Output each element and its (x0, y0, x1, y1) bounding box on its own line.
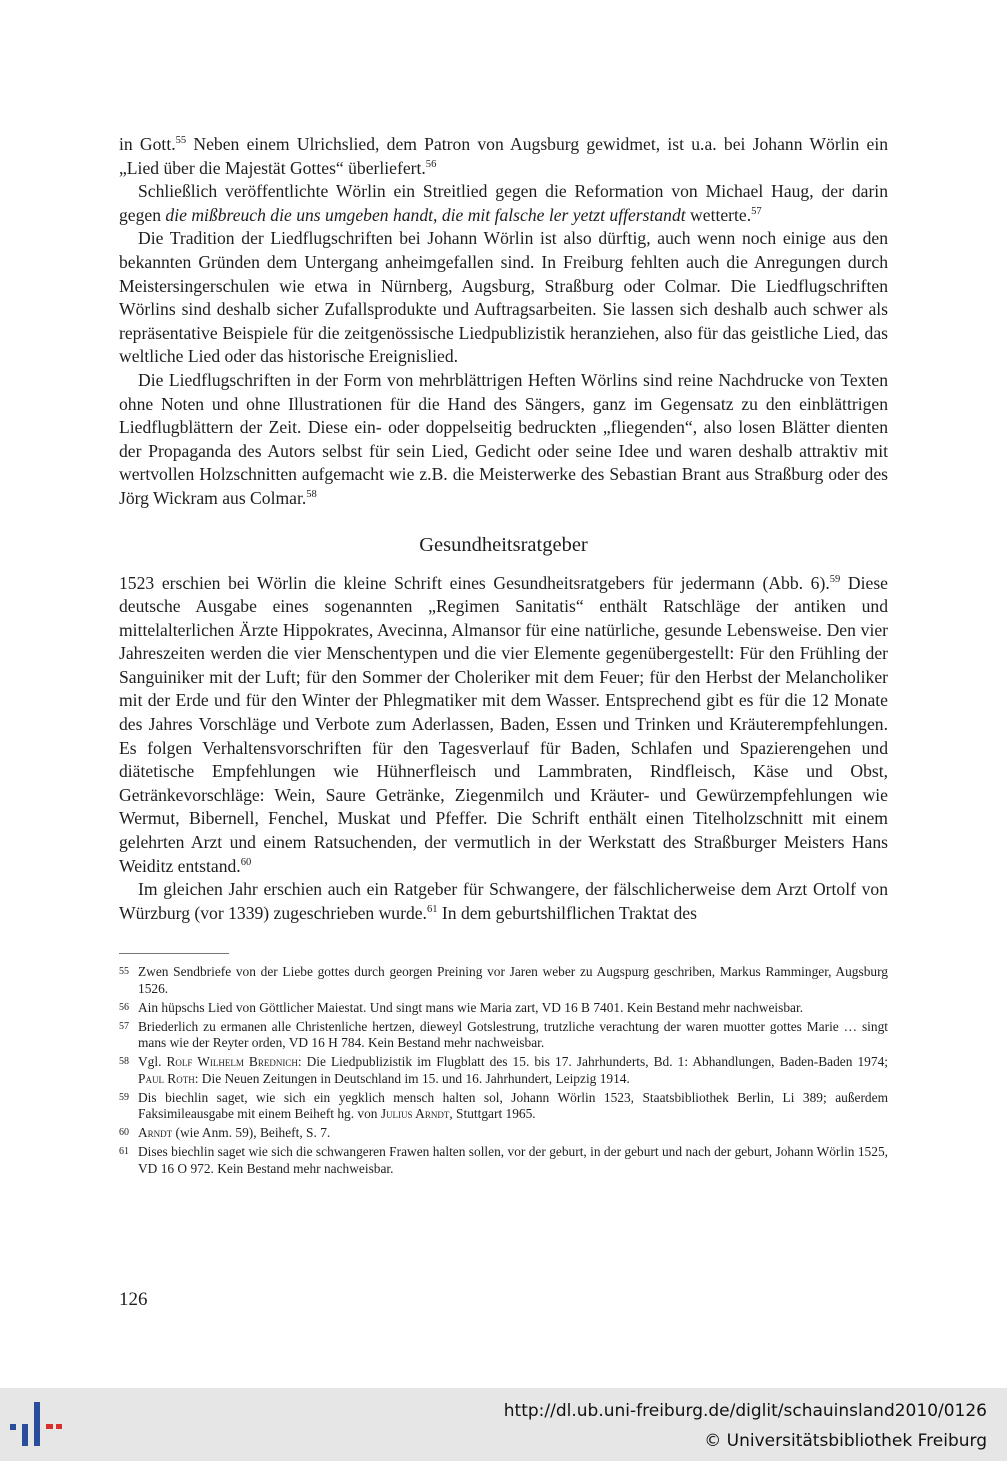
footnote-56: 56 Ain hüpschs Lied von Göttlicher Maiestat. Und singt mans wie Maria zart, VD 16 B 7401. Kein Bestand mehr nachweisbar. (119, 999, 804, 1015)
footnote-58: 58 Vgl. Rolf Wilhelm Brednich: Die Liedpublizistik im Flugblatt des 15. bis 17. Jahrhunderts, Bd. 1: Abhandlungen, Baden-Baden 1974; Paul Roth: Die Neuen Zeitungen in Deutschland im 15. und 16. Jahrhundert, Leipzig 1914. (119, 1054, 888, 1086)
section-heading: Gesundheitsratgeber (419, 533, 588, 556)
page-number: 126 (119, 1289, 148, 1310)
copyright-notice: © Universitätsbibliothek Freiburg (704, 1431, 987, 1451)
paragraph-6: Im gleichen Jahr erschien auch ein Ratgeber für Schwangere, der fälschlicherweise dem Arzt Ortolf von Würzburg (vor 1339) zugeschrieben wurde.$^{61}$ In dem geburtshilflichen Traktat des (119, 879, 888, 923)
footnote-divider (119, 953, 229, 954)
footer-bar (0, 1388, 1007, 1461)
logo-red-dash-1 (46, 1424, 53, 1429)
paragraph-4: Die Liedflugschriften in der Form von mehrblättrigen Heften Wörlins sind reine Nachdrucke von Texten ohne Noten und ohne Illustrationen für die Hand des Sängers, ganz im Gegensatz zu den einblättrigen Liedflugblättern der Zeit. Diese ein- oder doppelseitig bedruckten „fliegenden“, also losen Blätter dienten der Propaganda des Autors selbst für sein Lied, Gedicht oder seine Idee und waren deshalb attraktiv mit wertvollen Holzschnitten aufgemacht wie z.B. die Meisterwerke des Sebastian Brant aus Straßburg oder des Jörg Wickram aus Colmar.$^{58}$ (119, 369, 888, 508)
footnote-59: 59 Dis biechlin saget, wie sich ein yegklich mensch halten sol, Johann Wörlin 1523, Staatsbibliothek Berlin, Li 389; außerdem Faksimileausgabe mit einem Beiheft hg. von Julius Arndt, Stuttgart 1965. (119, 1089, 888, 1122)
footnote-55: 55 Zwen Sendbriefe von der Liebe gottes durch georgen Preining vor Jaren weber zu Augspurg geschriben, Markus Ramminger, Augsburg 1526. (119, 964, 888, 996)
logo-blue-stem (22, 1424, 28, 1446)
footnotes (119, 964, 888, 1176)
library-logo-icon (10, 1402, 62, 1448)
logo-blue-left (10, 1424, 16, 1430)
logo-red-dash-2 (56, 1424, 62, 1429)
footnote-60: 60 Arndt (wie Anm. 59), Beiheft, S. 7. (119, 1125, 331, 1141)
page-content (119, 133, 888, 1180)
footnote-57: 57 Briederlich zu ermanen alle Christenliche hertzen, dieweyl Gotslestrung, trutzliche verachtung der waren muotter gottes Marie … singt mans wie der Reyter orden, VD 16 H 784. Kein Bestand mehr nachweisbar. (119, 1019, 888, 1051)
paragraph-5: 1523 erschien bei Wörlin die kleine Schrift eines Gesundheitsratgebers für jedermann (Abb. 6).$^{59}$ Diese deutsche Ausgabe eines sogenannten „Regimen Sanitatis“ enthält Ratschläge der antiken und mittelalterlichen Ärzte Hippokrates, Avecinna, Almansor für eine natürliche, gesunde Lebensweise. Den vier Jahreszeiten werden die vier Menschentypen und die vier Elemente gegenübergestellt: Für den Frühling der Sanguiniker mit der Luft; für den Sommer der Choleriker mit dem Feuer; für den Herbst der Melancholiker mit der Erde und für den Winter der Phlegmatiker mit dem Wasser. Entsprechend gibt es für die 12 Monate des Jahres Vorschläge und Verbote zum Aderlassen, Baden, Essen und Trinken und Kräuterempfehlungen. Es folgen Verhaltensvorschriften für den Tagesverlauf für Baden, Schlafen und Spazierengehen und diätetische Empfehlungen wie Hühnerfleisch und Lammbraten, Rindfleisch, Käse und Obst, Getränkevorschläge: Wein, Saure Getränke, Ziegenmilch und Kräuter- und Gewürzempfehlungen wie Wermut, Bibernell, Fenchel, Muskat und Pfeffer. Die Schrift enthält einen Titelholzschnitt mit einem gelehrten Arzt und einem Ratsuchenden, der vermutlich in der Werkstatt des Straßburger Meisters Hans Weiditz entstand.$^{60}$ (119, 572, 888, 876)
paragraph-2: Schließlich veröffentlichte Wörlin ein Streitlied gegen die Reformation von Michael Haug, der darin gegen die mißbreuch die uns umgeben handt, die mit falsche ler yetzt ufferstandt wetterte.$^{57}$ (119, 181, 888, 225)
paragraph-3: Die Tradition der Liedflugschriften bei Johann Wörlin ist also dürftig, auch wenn noch einige aus den bekannten Gründen dem Untergang anheimgefallen sind. In Freiburg fehlten auch die Anregungen durch Meistersingerschulen wie etwa in Nürnberg, Augsburg, Straßburg oder Colmar. Die Liedflugschriften Wörlins sind deshalb sicher Zufallsprodukte und Auftragsarbeiten. Sie lassen sich deshalb auch schwer als repräsentative Beispiele für die zeitgenössische Liedpublizistik heranziehen, also für das geistliche Lied, das weltliche Lied oder das historische Ereignislied. (119, 228, 888, 367)
footnote-61: 61 Dises biechlin saget wie sich die schwangeren Frawen halten sollen, vor der geburt, in der geburt und nach der geburt, Johann Wörlin 1525, VD 16 O 972. Kein Bestand mehr nachweisbar. (119, 1144, 888, 1176)
logo-blue-tall (34, 1402, 40, 1446)
paragraph-1: in Gott.$^{55}$ Neben einem Ulrichslied, dem Patron von Augsburg gewidmet, ist u.a. bei Johann Wörlin ein „Lied über die Majestät Gottes“ überliefert.$^{56}$ (119, 134, 889, 178)
document-url-link[interactable]: http://dl.ub.uni-freiburg.de/diglit/schauinsland2010/0126 (503, 1401, 987, 1421)
